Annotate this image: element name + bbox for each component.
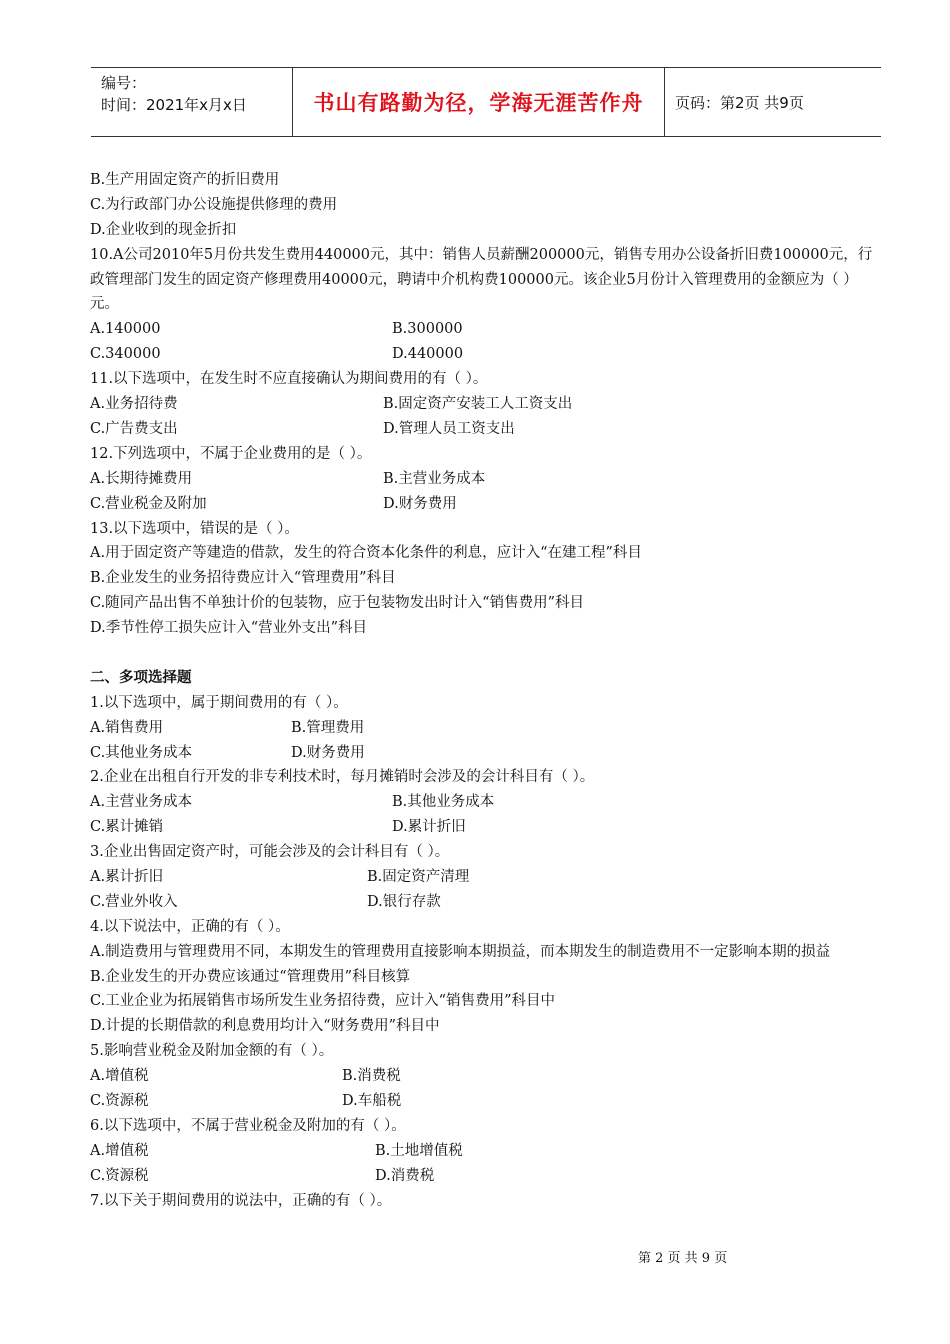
- m1-options-row1: [90, 716, 885, 741]
- q12-option-d: D.财务费用: [383, 495, 457, 512]
- m6-option-c: C.资源税: [90, 1167, 149, 1184]
- m4-option-a: A.制造费用与管理费用不同，本期发生的管理费用直接影响本期损益，而本期发生的制造费用不一定影响本期的损益: [90, 943, 831, 960]
- m2-stem: 2.企业在出租自行开发的非专利技术时，每月摊销时会涉及的会计科目有（ ）。: [90, 769, 595, 786]
- q9-option-c: C.为行政部门办公设施提供修理的费用: [90, 196, 338, 213]
- q12-options-row1: [90, 467, 885, 492]
- q11-option-a: A.业务招待费: [90, 396, 178, 413]
- m1-option-c: C.其他业务成本: [90, 744, 193, 761]
- q11-options-row1: [90, 392, 885, 417]
- m1-option-b: B.管理费用: [291, 719, 365, 736]
- m3-option-c: C.营业外收入: [90, 893, 178, 910]
- header-motto: 书山有路勤为径，学海无涯苦作舟: [293, 68, 665, 136]
- q13-option-d: D.季节性停工损失应计入“营业外支出”科目: [90, 620, 368, 637]
- number-label: 编号：: [101, 74, 147, 92]
- m4-option-b: B.企业发生的开办费应该通过“管理费用”科目核算: [90, 968, 411, 985]
- m4-option-c: C.工业企业为拓展销售市场所发生业务招待费，应计入“销售费用”科目中: [90, 993, 556, 1010]
- m2-option-d: D.累计折旧: [392, 819, 466, 836]
- m2-option-b: B.其他业务成本: [392, 794, 495, 811]
- m3-options-row1: [90, 865, 885, 890]
- m5-option-a: A.增值税: [90, 1068, 149, 1085]
- q10-option-c: C.340000: [90, 346, 161, 363]
- m6-option-a: A.增值税: [90, 1142, 149, 1159]
- q13-option-b: B.企业发生的业务招待费应计入“管理费用”科目: [90, 570, 396, 587]
- m2-options-row2: [90, 815, 885, 840]
- q10-options-row2: [90, 342, 885, 367]
- m3-option-d: D.银行存款: [367, 893, 441, 910]
- m5-option-d: D.车船税: [342, 1093, 402, 1110]
- page-header: [91, 67, 881, 137]
- q10-option-d: D.440000: [392, 346, 464, 363]
- m3-options-row2: [90, 890, 885, 915]
- page-footer: 第 2 页 共 9 页: [638, 1251, 728, 1266]
- time-label: 时间：2021年x月x日: [101, 96, 247, 114]
- m2-options-row1: [90, 790, 885, 815]
- m6-stem: 6.以下选项中，不属于营业税金及附加的有（ ）。: [90, 1117, 406, 1134]
- q13-stem: 13.以下选项中，错误的是（ ）。: [90, 520, 299, 537]
- q10-stem: 10.A公司2010年5月份共发生费用440000元，其中：销售人员薪酬200000元，销售专用办公设备折旧费100000元，行政管理部门发生的固定资产修理费用40000元，聘请中介机构费100000元。该企业5月份计入管理费用的金额应为（ ）元。: [90, 246, 873, 313]
- m6-options-row1: [90, 1139, 885, 1164]
- q12-options-row2: [90, 492, 885, 517]
- m3-option-b: B.固定资产清理: [367, 868, 470, 885]
- m6-option-b: B.土地增值税: [375, 1142, 463, 1159]
- q10-option-a: A.140000: [90, 321, 161, 338]
- m5-options-row2: [90, 1089, 885, 1114]
- q13-option-a: A.用于固定资产等建造的借款，发生的符合资本化条件的利息，应计入“在建工程”科目: [90, 545, 642, 562]
- m4-option-d: D.计提的长期借款的利息费用均计入“财务费用”科目中: [90, 1018, 440, 1035]
- section-2-title: 二、多项选择题: [90, 669, 192, 686]
- q10-option-b: B.300000: [392, 321, 463, 338]
- m5-option-b: B.消费税: [342, 1068, 401, 1085]
- m6-option-d: D.消费税: [375, 1167, 435, 1184]
- header-meta: [91, 68, 293, 136]
- m1-option-a: A.销售费用: [90, 719, 164, 736]
- q11-option-b: B.固定资产安装工人工资支出: [383, 396, 573, 413]
- m3-option-a: A.累计折旧: [90, 868, 164, 885]
- q9-option-d: D.企业收到的现金折扣: [90, 221, 237, 238]
- q12-option-a: A.长期待摊费用: [90, 470, 193, 487]
- m2-option-a: A.主营业务成本: [90, 794, 193, 811]
- q11-options-row2: [90, 417, 885, 442]
- m5-stem: 5.影响营业税金及附加金额的有（ ）。: [90, 1043, 334, 1060]
- m5-option-c: C.资源税: [90, 1093, 149, 1110]
- q11-option-c: C.广告费支出: [90, 420, 178, 437]
- m5-options-row1: [90, 1064, 885, 1089]
- q12-option-b: B.主营业务成本: [383, 470, 486, 487]
- q13-option-c: C.随同产品出售不单独计价的包装物，应于包装物发出时计入“销售费用”科目: [90, 595, 585, 612]
- m4-stem: 4.以下说法中，正确的有（ ）。: [90, 918, 290, 935]
- m7-stem: 7.以下关于期间费用的说法中，正确的有（ ）。: [90, 1192, 392, 1209]
- q9-option-b: B.生产用固定资产的折旧费用: [90, 172, 280, 188]
- document-body: [90, 168, 885, 1213]
- m1-options-row2: [90, 741, 885, 766]
- section-gap: [90, 641, 885, 666]
- m2-option-c: C.累计摊销: [90, 819, 164, 836]
- m3-stem: 3.企业出售固定资产时，可能会涉及的会计科目有（ ）。: [90, 844, 450, 861]
- q11-option-d: D.管理人员工资支出: [383, 420, 515, 437]
- q11-stem: 11.以下选项中，在发生时不应直接确认为期间费用的有（ ）。: [90, 371, 488, 388]
- m1-option-d: D.财务费用: [291, 744, 365, 761]
- header-page-label: 页码：第2页 共9页: [675, 93, 804, 112]
- q12-stem: 12.下列选项中，不属于企业费用的是（ ）。: [90, 445, 372, 462]
- m1-stem: 1.以下选项中，属于期间费用的有（ ）。: [90, 694, 348, 711]
- m6-options-row2: [90, 1164, 885, 1189]
- q12-option-c: C.营业税金及附加: [90, 495, 207, 512]
- q10-options-row1: [90, 317, 885, 342]
